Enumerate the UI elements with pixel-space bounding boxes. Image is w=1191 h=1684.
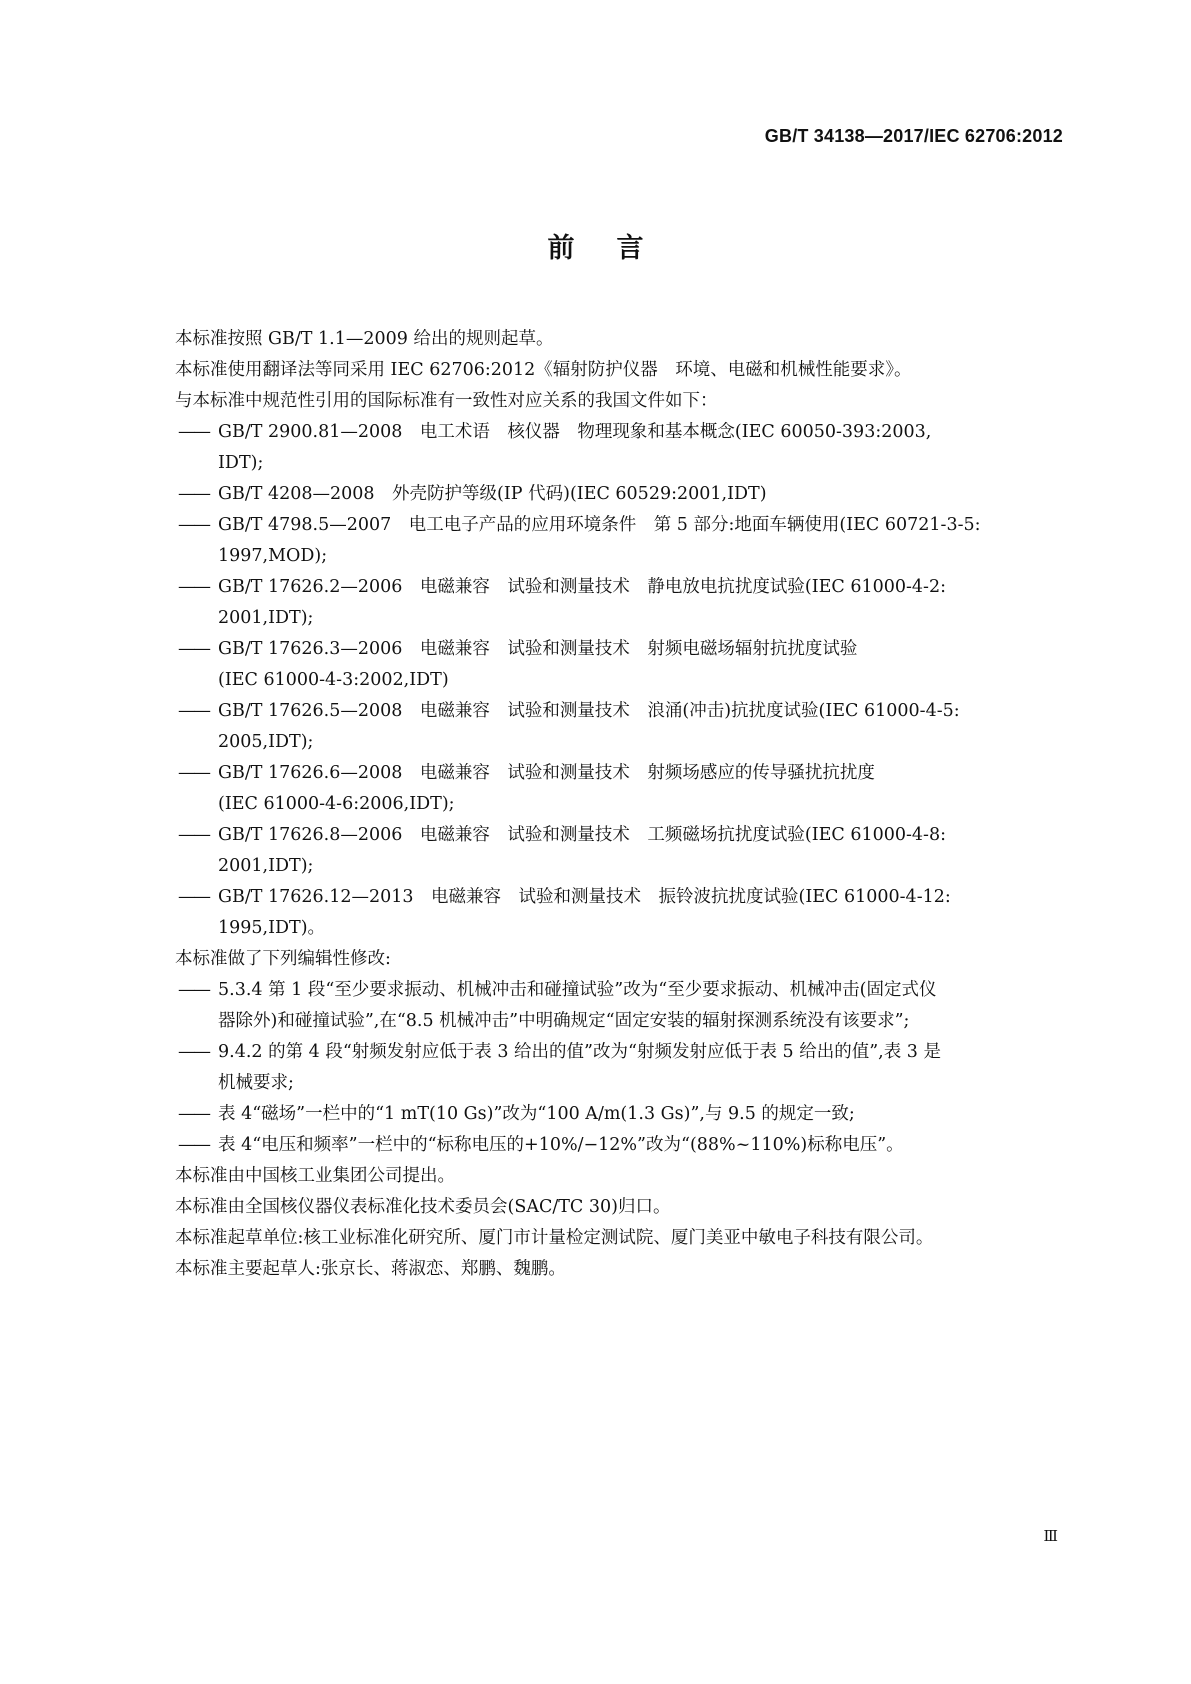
reference-list-item [175,572,1051,634]
intro-paragraph: 本标准按照 GB/T 1.1—2009 给出的规则起草。 [175,329,554,349]
list-dash: —— [178,701,209,721]
edit-list-item [175,975,1051,1037]
reference-list-item [175,417,1051,479]
reference-text-continuation: 2001,IDT); [218,856,314,876]
reference-list-item [175,634,1051,696]
edit-list-item [175,1037,1051,1099]
edits-intro: 本标准做了下列编辑性修改: [175,949,391,969]
reference-text-continuation: 1995,IDT)。 [218,918,326,938]
list-dash: —— [178,1042,209,1062]
reference-text: GB/T 4798.5—2007 电工电子产品的应用环境条件 第 5 部分:地面车辆使用(IEC 60721-3-5: [218,515,981,535]
intro-paragraph: 本标准使用翻译法等同采用 IEC 62706:2012《辐射防护仪器 环境、电磁和机械性能要求》。 [175,360,912,380]
list-dash: —— [178,1135,209,1155]
list-dash: —— [178,639,209,659]
outro-paragraph: 本标准起草单位:核工业标准化研究所、厦门市计量检定测试院、厦门美亚中敏电子科技有限公司。 [175,1228,934,1248]
page-title: 前言 [547,233,686,264]
list-dash: —— [178,825,209,845]
reference-text-continuation: 2005,IDT); [218,732,314,752]
document-body [175,324,1051,1285]
reference-text-continuation: IDT); [218,453,264,473]
list-dash: —— [178,577,209,597]
list-dash: —— [178,887,209,907]
reference-text-continuation: (IEC 61000-4-3:2002,IDT) [218,670,449,690]
reference-text: GB/T 2900.81—2008 电工术语 核仪器 物理现象和基本概念(IEC 60050-393:2003, [218,422,932,442]
reference-text-continuation: (IEC 61000-4-6:2006,IDT); [218,794,455,814]
edit-list-item [175,1099,1051,1130]
reference-text: GB/T 4208—2008 外壳防护等级(IP 代码)(IEC 60529:2001,IDT) [218,484,767,504]
list-dash: —— [178,515,209,535]
reference-list-item [175,479,1051,510]
reference-list-item [175,882,1051,944]
edit-text: 9.4.2 的第 4 段“射频发射应低于表 3 给出的值”改为“射频发射应低于表 5 给出的值”,表 3 是 [218,1042,941,1062]
edit-text: 5.3.4 第 1 段“至少要求振动、机械冲击和碰撞试验”改为“至少要求振动、机械冲击(固定式仪 [218,980,937,1000]
reference-text-continuation: 1997,MOD); [218,546,328,566]
reference-text: GB/T 17626.3—2006 电磁兼容 试验和测量技术 射频电磁场辐射抗扰度试验 [218,639,858,659]
outro-paragraph: 本标准由全国核仪器仪表标准化技术委员会(SAC/TC 30)归口。 [175,1197,671,1217]
reference-list-item [175,758,1051,820]
list-dash: —— [178,422,209,442]
reference-text: GB/T 17626.2—2006 电磁兼容 试验和测量技术 静电放电抗扰度试验(IEC 61000-4-2: [218,577,946,597]
edit-text-continuation: 器除外)和碰撞试验”,在“8.5 机械冲击”中明确规定“固定安装的辐射探测系统没有该要求”; [218,1011,910,1031]
page-number: Ⅲ [1043,1527,1057,1545]
list-dash: —— [178,980,209,1000]
reference-list-item [175,510,1051,572]
outro-paragraph: 本标准由中国核工业集团公司提出。 [175,1166,455,1186]
reference-text-continuation: 2001,IDT); [218,608,314,628]
reference-list-item [175,820,1051,882]
reference-list-item [175,696,1051,758]
edit-text-continuation: 机械要求; [218,1073,294,1093]
reference-text: GB/T 17626.6—2008 电磁兼容 试验和测量技术 射频场感应的传导骚扰抗扰度 [218,763,875,783]
reference-text: GB/T 17626.8—2006 电磁兼容 试验和测量技术 工频磁场抗扰度试验(IEC 61000-4-8: [218,825,946,845]
list-dash: —— [178,1104,209,1124]
standard-number-header: GB/T 34138—2017/IEC 62706:2012 [764,126,1063,146]
list-dash: —— [178,484,209,504]
list-dash: —— [178,763,209,783]
intro-paragraph: 与本标准中规范性引用的国际标准有一致性对应关系的我国文件如下： [175,391,718,411]
reference-text: GB/T 17626.5—2008 电磁兼容 试验和测量技术 浪涌(冲击)抗扰度试验(IEC 61000-4-5: [218,701,960,721]
edit-text: 表 4“磁场”一栏中的“1 mT(10 Gs)”改为“100 A/m(1.3 Gs)”,与 9.5 的规定一致; [218,1104,855,1124]
edit-text: 表 4“电压和频率”一栏中的“标称电压的+10%/−12%”改为“(88%~110%)标称电压”。 [218,1135,904,1155]
reference-text: GB/T 17626.12—2013 电磁兼容 试验和测量技术 振铃波抗扰度试验(IEC 61000-4-12: [218,887,951,907]
edit-list-item [175,1130,1051,1161]
outro-paragraph: 本标准主要起草人:张京长、蒋淑恋、郑鹏、魏鹏。 [175,1259,566,1279]
